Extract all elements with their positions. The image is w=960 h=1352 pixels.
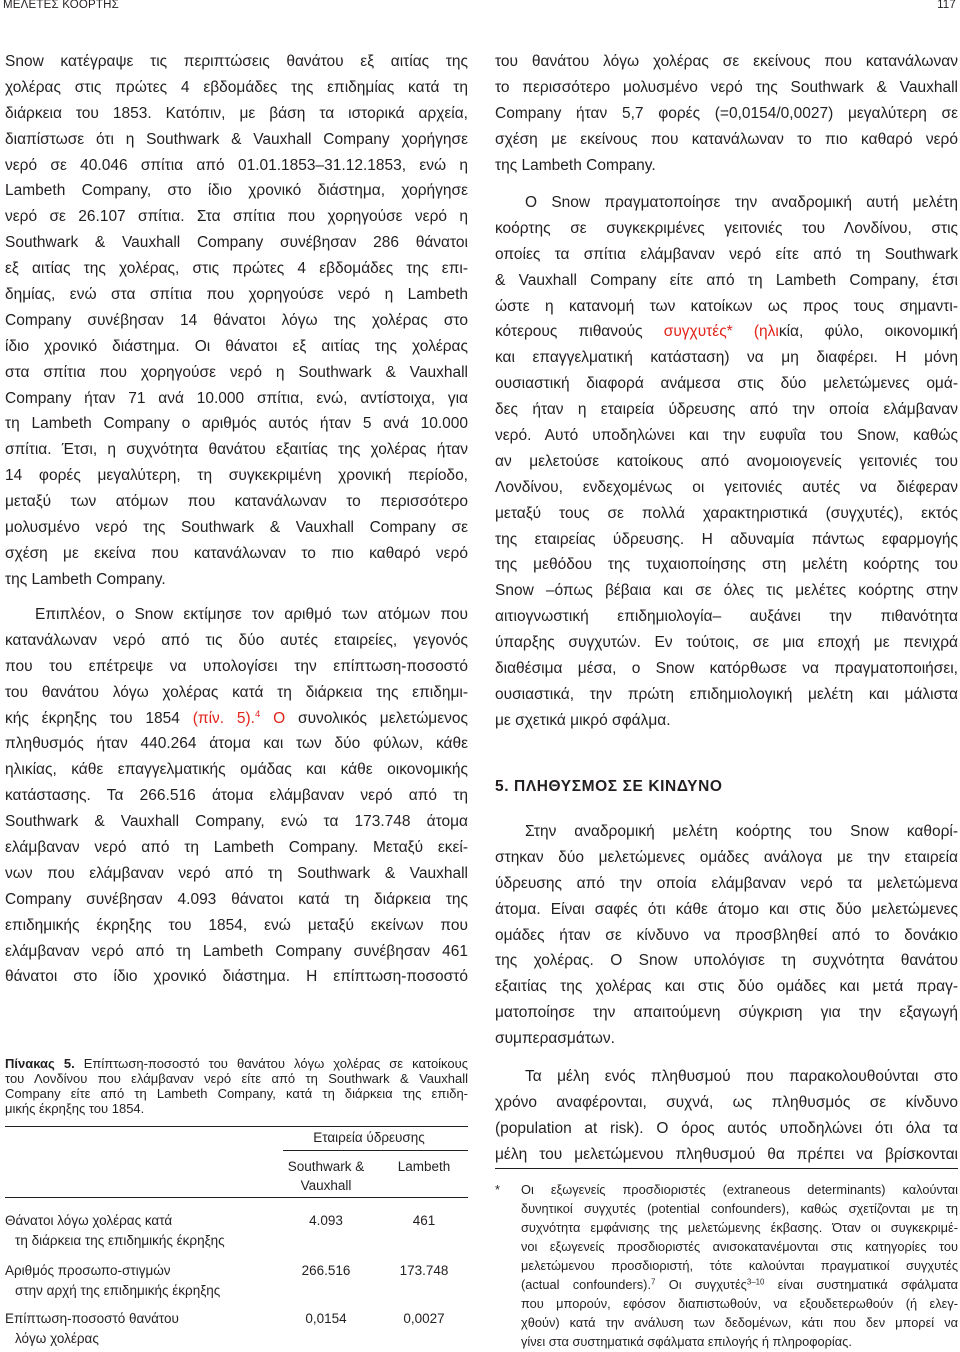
text-run: νοι εξωγενείς προσδιοριστές ανισοκατανέμονται στις κατηγορίες του [521,1238,958,1254]
text-run: Company είτε από τη Lambeth Company, κατά τη διάρκεια της επιδη- [5,1086,468,1101]
text-line [5,541,468,567]
highlighted-reference: συγχυτές* (ηλι [663,323,779,341]
text-run: της Lambeth Company. [495,156,656,174]
text-line [495,268,958,294]
text-run: κατάστασης. Τα 266.516 άτομα ελάμβαναν νερό από τη [5,787,468,805]
text-line [5,282,468,308]
text-line [5,913,468,939]
table-group-header: Εταιρεία ύδρευσης [313,1130,425,1145]
text-run: Στην αναδρομική μελέτη κοόρτης του Snow καθορί- [525,823,958,840]
text-run: 14 φορές μεγαλύτερη, τη συγκεκριμένη χρονική περίοδο, [5,467,468,485]
paragraph [5,49,468,593]
text-run: Company συνέβησαν 4.093 θάνατοι κατά τη διάρκεια της [5,890,468,908]
text-run: επιδημικής έκρηξης του 1854, ενώ μεταξύ εκείνων που [5,916,468,934]
text-line [521,1275,958,1294]
text-run: Ο Snow πραγματοποίησε την αναδρομική αυτή μελέτη [525,194,958,211]
text-line [525,1064,958,1090]
text-line [495,501,958,527]
text-line [5,230,468,256]
text-line [5,127,468,153]
paragraph [5,602,468,990]
text-run: ουσιαστική διαφορά ανάμεσα στις δύο μελετώμενες ομά- [495,375,958,393]
text-run: ίδιο χρονικό διάστημα. Οι θάνατοι εξ αιτίας της χολέρας [5,337,468,355]
text-line [5,308,468,334]
text-line [495,897,958,923]
text-line [495,708,958,734]
text-run: της χολέρας. Ο Snow υπολόγισε τη συχνότητα θανάτου [495,952,958,970]
text-run: της εταιρείας ύδρευσης. Η αδυναμία πάντως εφαρμογής [495,530,958,548]
table-caption [5,1056,468,1116]
text-line [5,731,468,757]
text-line [495,345,958,371]
text-run: γίνει στα συστηματικά σφάλματα επιλογής ή πληροφορίας. [521,1333,852,1349]
text-line [495,216,958,242]
text-line [5,964,468,990]
text-run: νερό. Αυτό υποδηλώνει και την ευφυΐα του Snow, καθώς [495,427,958,445]
text-line [495,974,958,1000]
text-run: νων που ελάμβαναν νερό από τη Southwark & Vauxhall [5,864,468,882]
text-line [5,386,468,412]
text-run: Επιπλέον, ο Snow εκτίμησε τον αριθμό των ατόμων που [35,606,468,623]
row-label-line: Επίπτωση-ποσοστό θανάτου [5,1311,179,1326]
text-line [5,489,468,515]
table-cell: 0,0027 [403,1311,445,1326]
text-line [5,153,468,179]
text-line [495,49,958,75]
table-top-rule [5,1126,468,1127]
citation-superscript: 4 [254,708,261,720]
text-line [495,127,958,153]
text-line [495,527,958,553]
text-run: (actual confounders). [521,1276,652,1292]
text-run: μέλη του μελετώμενου πληθυσμού θα πρέπει να βρίσκονται [495,1145,958,1163]
text-line [5,437,468,463]
text-run: του θανάτου λόγω χολέρας κατά τη διάρκεια της επιδημι- [5,683,468,701]
text-line [5,334,468,360]
text-line [5,783,468,809]
text-line [495,371,958,397]
text-runs [495,319,958,345]
text-run: στα σπίτια που χορηγούσε νερό η Southwark & Vauxhall [5,363,468,381]
table-cell: 0,0154 [305,1311,347,1326]
table-cell: 4.093 [309,1213,343,1228]
text-line [521,1218,958,1237]
text-run: & Vauxhall Company είτε από τη Lambeth Company, έτσι [495,271,958,289]
text-run: ομάδες ήταν σε κίνδυνο να προσβληθεί από το δονάκιο [495,926,958,944]
text-line [5,75,468,101]
text-line [5,680,468,706]
table-cell: 173.748 [399,1263,449,1278]
text-line [5,1101,468,1116]
text-run: τη Lambeth Company ο αριθμός αυτός ήταν 5 ανά 10.000 [5,415,468,433]
text-run: Company συνέβησαν 14 θάνατοι λόγω της χολέρας στο [5,311,468,329]
text-run: στηκαν δύο μελετώμενες ομάδες ανάλογα με την εταιρεία [495,848,958,866]
text-line [525,819,958,845]
text-line [521,1237,958,1256]
text-run: διαθέσιμα μέσα, ο Snow κατόρθωσε να πραγματοποιήσει, [495,660,958,678]
page-number: 117 [937,0,956,11]
text-line [5,204,468,230]
text-line [495,923,958,949]
table-cell: 461 [412,1213,436,1228]
text-line [5,411,468,437]
text-run: θάνατοι στο ίδιο χρονικό διάστημα. Η επίπτωση-ποσοστό [5,968,468,986]
text-line [495,604,958,630]
text-line [5,861,468,887]
text-run: μελετώμενου προσδιοριστή, τότε καλούνται πραγματικοί συγχυτές [521,1257,958,1273]
text-line [495,845,958,871]
text-line [521,1180,958,1199]
text-run: Southwark & Vauxhall Company, ενώ τα 173.748 άτομα [5,813,468,831]
text-run: Τα μέλη ενός πληθυσμού που παρακολουθούνται στο [525,1068,958,1085]
column-header-line: Southwark & [287,1159,365,1174]
text-run: κία, φύλο, οικονομική [778,323,958,341]
text-run: Company ήταν 5,7 φορές (=0,0154/0,0027) μεγαλύτερη σε [495,104,958,122]
text-run: μολυσμένο νερό της Southwark & Vauxhall Company σε [5,519,468,537]
text-run: πληθυσμός ήταν 440.264 άτομα και των δύο φύλων, κάθε [5,735,468,753]
table-row [5,1211,468,1251]
text-run: αιτιογνωστική επιδημιολογία‒ αυξάνει την πιθανότητα [495,608,958,626]
text-line [495,552,958,578]
text-line [5,360,468,386]
text-line [5,835,468,861]
text-line [495,319,958,345]
text-line [495,294,958,320]
text-run: Company ήταν 71 ανά 10.000 σπίτια, ενώ, αντίστοιχα, για [5,389,468,407]
text-line [35,602,468,628]
text-run: κατανάλωναν νερό από τις δύο αυτές εταιρείες, γεγονός [5,631,468,649]
table-row [5,1261,468,1301]
text-run: με σχετικά μικρό σφάλμα. [495,711,671,729]
footnote-rule [495,1168,958,1169]
table-row [5,1309,468,1349]
section-heading: 5. ΠΛΗΘΥΣΜΟΣ ΣΕ ΚΙΝΔΥΝΟ [495,778,723,795]
text-run: χρόνο αναφέρονται, συχνά, ως πληθυσμός σε κίνδυνο [495,1093,958,1111]
text-line [495,578,958,604]
text-run: ουσιαστικά, την πρώτη επιδημιολογική μελέτη και μάλιστα [495,685,958,703]
text-line [495,871,958,897]
footnote [521,1180,958,1351]
row-label-line: Θάνατοι λόγω χολέρας κατά [5,1213,173,1228]
row-label-line: Αριθμός προσωπο-στιγμών [5,1263,171,1278]
row-label [5,1261,220,1301]
highlighted-reference: (πίν. 5). [192,709,255,727]
text-line [5,515,468,541]
text-line [495,630,958,656]
text-line [495,656,958,682]
text-runs [521,1275,958,1294]
text-run: Επίπτωση-ποσοστό του θανάτου λόγω χολέρας σε κατοίκους [74,1056,469,1071]
column-header-line: Vauxhall [300,1178,352,1193]
text-line [495,423,958,449]
text-run: άτομα. Είναι σαφές ότι κάθε άτομο και στις δύο μελετώμενες [495,900,958,918]
text-run: αν μελετούσε κατοίκους από ανομοιογενείς γειτονιές του [495,452,958,470]
text-run: κοόρτης σε συγκεκριμένες γειτονιές του Λονδίνου, στις [495,219,958,237]
text-line [521,1332,958,1351]
table-column-header [380,1157,468,1176]
table-column-header [278,1157,374,1195]
text-run: ύδρευσης από την οποία ελάμβαναν νερό τα μελετώμενα [495,874,958,892]
text-run: συμπερασμάτων. [495,1030,615,1048]
row-label [5,1211,225,1251]
text-run: δυνητικοί συγχυτές (potential confounders), καθώς σχετίζονται με τη [521,1200,958,1216]
text-run: είναι συστηματικά σφάλματα [764,1276,958,1292]
text-run: κής έκρηξης του 1854 [5,709,193,727]
text-run: μεταξύ τους σε πολλά χαρακτηριστικά (συγχυτές), εκτός [495,504,958,522]
text-line [495,1116,958,1142]
text-run: διαπίστωσε ότι η Southwark & Vauxhall Company χορήγησε [5,130,468,148]
text-run: (population at risk). Ο όρος αυτός υποδηλώνει ότι όλα τα [495,1119,958,1137]
table-group-rule [283,1150,468,1151]
text-run: ελάμβαναν νερό από τη Lambeth Company συνέβησαν 461 [5,942,468,960]
text-run: και επαγγελματική κατάσταση) να μη διαφέρει. Η μόνη [495,349,958,367]
text-line [5,654,468,680]
text-line [5,706,468,732]
text-line [5,101,468,127]
text-run: της Lambeth Company. [5,570,166,588]
text-line [495,1142,958,1168]
text-line [495,682,958,708]
text-run: Lambeth Company, στο ίδιο χρονικό διάστημα, χορήγησε [5,182,468,200]
text-line [525,190,958,216]
table-cell: 266.516 [301,1263,351,1278]
text-run: εξ αιτίας της χολέρας, στις πρώτες 4 εβδομάδες της επι- [5,260,468,278]
text-line [5,567,468,593]
text-line [5,1086,468,1101]
text-run: σχέση με εκείνα που κατανάλωναν το πιο καθαρό νερό [5,544,468,562]
text-run: χθούν) κατά την ανάλυση των δεδομένων, κάτι που δεν μπορεί να [521,1314,958,1330]
text-run: ελάμβαναν νερό από τη Lambeth Company. Μεταξύ εκεί- [5,839,468,857]
text-run: Λονδίνου, ενδεχομένως οι γειτονιές αυτές να διέφεραν [495,478,958,496]
text-line [5,887,468,913]
text-line [495,397,958,423]
text-run: κότερους πιθανούς [495,323,664,341]
text-line [5,809,468,835]
text-run: οποίες τα σπίτια ελάμβαναν νερό είτε από τη Southwark [495,245,958,263]
row-label-line: λόγω χολέρας [15,1331,99,1346]
text-run: σχέση με εκείνους που κατανάλωναν το πιο καθαρό νερό [495,130,958,148]
text-run: συχνότητα εμφάνισης της μελετώμενης έκβασης. Όταν οι συγκεκριμέ- [521,1219,958,1235]
text-line [495,242,958,268]
text-line [5,256,468,282]
text-run: που του επέτρεψε να υπολογίσει την επίπτωση-ποσοστό [5,657,468,675]
text-run: Southwark & Vauxhall Company συνέβησαν 286 θάνατοι [5,234,468,252]
paragraph [495,819,958,1052]
text-line [495,475,958,501]
text-line [521,1294,958,1313]
text-run: Snow ‒όπως βέβαια και σε όλες τις μελέτες κοόρτης στην [495,582,958,600]
text-line [495,1026,958,1052]
paragraph [495,49,958,178]
text-line [521,1256,958,1275]
table-header-rule [5,1197,468,1198]
text-line [5,1056,468,1071]
citation-superscript: 7 [651,1276,656,1286]
text-run: μεταξύ των ατόμων που κατανάλωναν το περισσότερο [5,493,468,511]
text-line [495,153,958,179]
text-run: Οι συγχυτές [655,1276,747,1292]
text-run: δες ήταν η εταιρεία ύδρευσης από την οποία ελάμβαναν [495,401,958,419]
text-line [5,939,468,965]
text-run: ύπαρξης συγχυτών. Εν τούτοις, σε μια εποχή με πενιχρά [495,634,958,652]
text-line [5,463,468,489]
text-line [521,1313,958,1332]
citation-superscript: 3‒10 [746,1276,765,1286]
text-run: διάρκεια του 1853. Κατόπιν, με βάση τα ιστορικά αρχεία, [5,104,468,122]
text-line [5,49,468,75]
paragraph [495,1064,958,1168]
text-line [495,449,958,475]
text-line [5,1071,468,1086]
column-header-line: Lambeth [397,1159,451,1174]
text-run: της μεθόδου της τυχαιοποίησης στη μελέτη κοόρτης του [495,556,958,574]
text-line [495,1090,958,1116]
text-run: συνολικός μελετώμενος [285,709,468,727]
text-run: του Λονδίνου που ελάμβαναν νερό είτε από τη Southwark & Vauxhall [5,1071,468,1086]
footnote-marker: * [495,1181,500,1197]
text-run: Οι εξωγενείς προσδιοριστές (extraneous determinants) καλούνται [521,1181,958,1197]
text-line [5,757,468,783]
text-line [5,178,468,204]
text-line [495,75,958,101]
text-run: νερό σε 26.107 σπίτια. Στα σπίτια που χορηγούσε νερό η [5,208,468,226]
text-runs [5,1056,468,1071]
text-run: σπίτια. Έτσι, η συχνότητα θανάτου εξαιτίας της χολέρας ήταν [5,441,468,459]
text-run: ηλικίας, κάθε επαγγελματικής ομάδας και κάθε οικονομικής [5,761,468,779]
text-line [5,628,468,654]
text-line [495,1000,958,1026]
text-run: μικής έκρηξης του 1854. [5,1101,145,1116]
text-line [495,101,958,127]
caption-label: Πίνακας 5. [5,1056,75,1071]
text-runs [5,706,468,732]
highlighted-reference: Ο [260,709,286,727]
text-line [495,948,958,974]
text-run: ματοποίησε την απαιτούμενη σύγκριση για την εξαγωγή [495,1004,958,1022]
text-run: που μπορούν, εφόσον διαπιστωθούν, να εξουδετερωθούν (ή ελεγ- [521,1295,958,1311]
text-line [521,1199,958,1218]
running-title: ΜΕΛΕΤΕΣ ΚΟΟΡΤΗΣ [3,0,119,11]
row-label [5,1309,179,1349]
row-label-line: τη διάρκεια της επιδημικής έκρηξης [15,1233,225,1248]
text-run: του θανάτου λόγω χολέρας σε εκείνους που κατανάλωναν [495,53,958,70]
text-run: χολέρας στις πρώτες 4 εβδομάδες της επιδημίας κατά τη [5,78,468,96]
text-run: το περισσότερο μολυσμένο νερό της Southwark & Vauxhall [495,78,958,96]
text-run: Snow κατέγραψε τις περιπτώσεις θανάτου εξ αιτίας της [5,53,468,70]
text-run: δημίας, ενώ στα σπίτια που χορηγούσε νερό η Lambeth [5,286,468,304]
text-run: νερό σε 40.046 σπίτια από 01.01.1853‒31.12.1853, ενώ η [5,156,468,174]
row-label-line: στην αρχή της επιδημικής έκρηξης [15,1283,221,1298]
text-run: εξαιτίας της χολέρας και στις δύο ομάδες και μετά πραγ- [495,978,958,996]
text-run: ώστε η κατανομή των κατοίκων ως προς τους σημαντι- [495,297,958,315]
paragraph [495,190,958,734]
